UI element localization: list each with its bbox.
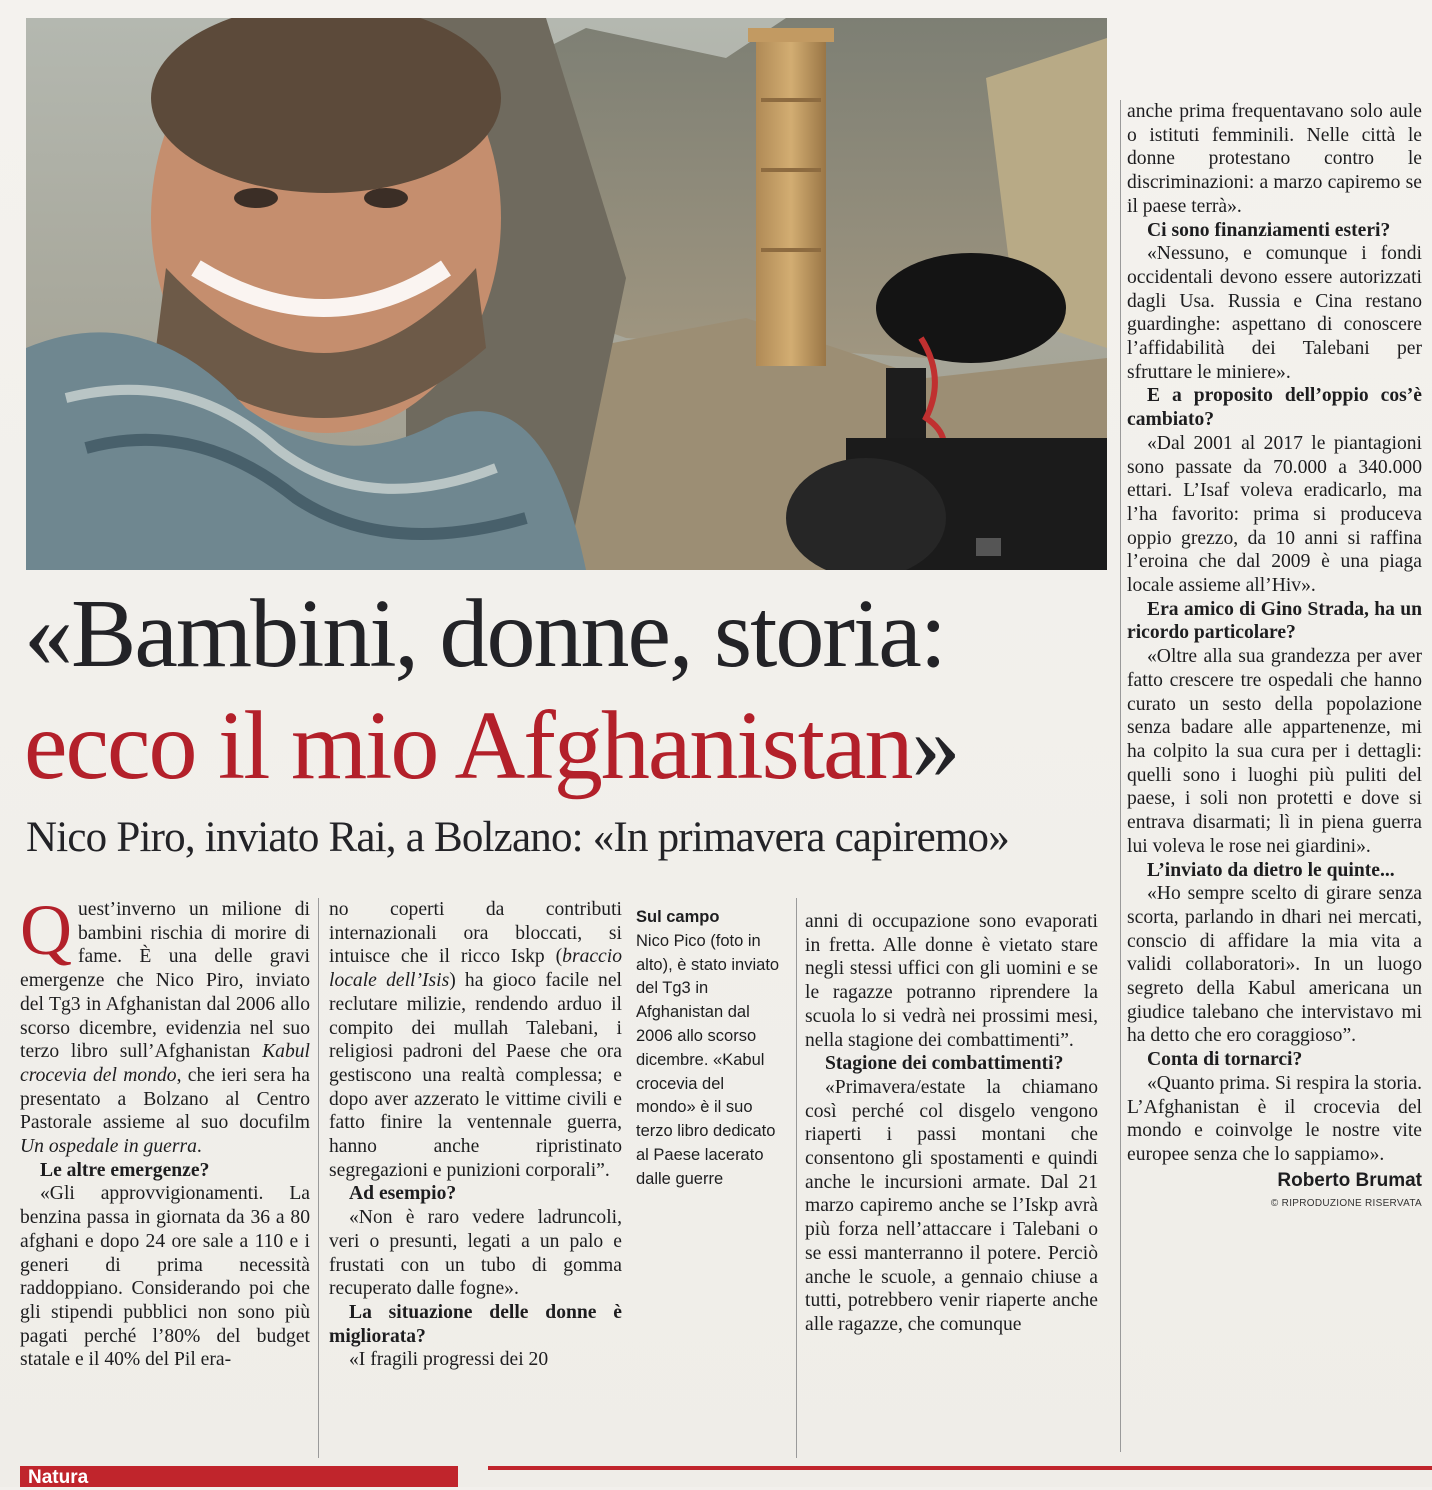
caption-text: Nico Pico (foto in alto), è stato inviato del Tg3 in Afghanistan dal 2006 allo scorso dicembre. «Kabul crocevia del mondo» è il suo terzo libro dedicato al Paese lacerato dalle guerre xyxy=(636,931,780,1188)
article-column-4 xyxy=(796,898,1098,1458)
question: Ad esempio? xyxy=(349,1183,457,1205)
article-column-1 xyxy=(20,890,310,1458)
answer: «Dal 2001 al 2017 le piantagioni sono passate da 70.000 a 340.000 ettari. L’Isaf voleva eradicarlo, ma l’ha favorito: prima si produceva oppio grezzo, da 10 anni si raffina l’eroina che dal 2009 è una piaga locale assieme all’Hiv». xyxy=(1127,432,1422,597)
question: L’inviato da dietro le quinte... xyxy=(1147,859,1395,881)
answer-continued: anche prima frequentavano solo aule o istituti femminili. Nelle città le donne protestano contro le discriminazioni: a marzo capiremo se il paese terrà». xyxy=(1127,101,1422,217)
question: Era amico di Gino Strada, ha un ricordo particolare? xyxy=(1127,598,1422,644)
question: Stagione dei combattimenti? xyxy=(825,1053,1064,1075)
answer: «Oltre alla sua grandezza per aver fatto crescere tre ospedali che hanno curato un sesto della popolazione senza badare alle appartenenze, mi ha colpito la sua cura per i dettagli: quelli sono i luoghi più puliti del paese, i soli non protetti e dove si entrava disarmati; lì in piena guerra lui voleva le rose nei giardini». xyxy=(1127,646,1422,857)
lead-paragraph: Quest’inverno un milione di bambini rischia di morire di fame. È una delle gravi emergenze che Nico Piro, inviato del Tg3 in Afghanistan dal 2006 allo scorso dicembre, evidenzia nel suo terzo libro sull’Afghanistan Kabul crocevia del mondo, che ieri sera ha presentato a Bolzano al Centro Pastorale assieme al suo docufilm Un ospedale in guerra. xyxy=(20,890,310,1158)
film-title: Un ospedale in guerra xyxy=(20,1136,197,1158)
headline-line2 xyxy=(24,694,1109,798)
answer: «I fragili progressi dei 20 xyxy=(349,1349,549,1371)
article-photo xyxy=(26,18,1107,570)
section-rule xyxy=(488,1466,1432,1470)
answer-continued: no coperti da contributi internazionali ora bloccati, si intuisce che il ricco Iskp (braccio locale dell’Isis) ha gioco facile nel reclutare milizie, rendendo arduo il compito dei mullah Talebani, i religiosi padroni del Paese che ora gestiscono una realtà complessa; e dopo aver azzerato le vittime civili e fatto finire la ventennale guerra, hanno anche ripristinato segregazioni e punizioni corporali”. xyxy=(329,899,622,1181)
answer-continued: anni di occupazione sono evaporati in fretta. Alle donne è vietato stare negli stessi uffici con gli uomini e se le ragazze potranno riprendere la scuola lo si vedrà nei prossimi mesi, nella stagione dei combattimenti”. xyxy=(805,911,1098,1051)
headline-subtitle: Nico Piro, inviato Rai, a Bolzano: «In primavera capiremo» xyxy=(26,814,1009,861)
photo-caption xyxy=(636,898,786,1458)
question: Conta di tornarci? xyxy=(1147,1049,1303,1071)
caption-title: Sul campo xyxy=(636,908,720,926)
answer: «Ho sempre scelto di girare senza scorta, parlando in dhari nei mercati, conscio di affidare la mia vita a validi collaboratori». In un luogo segreto della Kabul americana un giudice talebano che intervistavo mi ha detto che ero coraggioso”. xyxy=(1127,883,1422,1047)
section-tab-natura: Natura xyxy=(20,1466,458,1487)
answer: «Gli approvvigionamenti. La benzina passa in giornata da 36 a 80 afghani e dopo 24 ore sale a 110 e i generi di prima necessità raddoppiano. Considerando poi che gli stipendi pubblici non sono più pagati perché l’80% del budget statale e il 40% del Pil era- xyxy=(20,1183,310,1371)
headline-line2-red: ecco il mio Afghanistan xyxy=(24,692,912,800)
copyright-notice: © RIPRODUZIONE RISERVATA xyxy=(1270,1198,1422,1210)
author-signature: Roberto Brumat xyxy=(1277,1169,1422,1191)
headline-close-quote: » xyxy=(911,692,959,800)
answer: «Non è raro vedere ladruncoli, veri o presunti, legati a un palo e frustati con un tubo di gomma recuperato dalle fogne». xyxy=(329,1207,622,1300)
answer: «Primavera/estate la chiamano così perché col disgelo vengono riaperti i passi montani che consentono gli spostamenti e quindi anche le incursioni armate. Dal 21 marzo capiremo anche se l’Iskp avrà più forza nell’attaccare i Talebani o se essi manterranno il potere. Perciò anche le scuole, a gennaio chiuse a tutti, potrebbero venir riaperte anche alle ragazze, che comunque xyxy=(805,1076,1098,1335)
article-column-5 xyxy=(1120,100,1422,1452)
photo-illustration xyxy=(26,18,1107,570)
dropcap: Q xyxy=(20,890,72,970)
answer: «Nessuno, e comunque i fondi occidentali devono essere autorizzati dagli Usa. Russia e Cina restano guardinghe: aspettano di conoscere l’affidabilità dei Talebani per sfruttare le miniere». xyxy=(1127,243,1422,383)
question: La situazione delle donne è migliorata? xyxy=(329,1301,622,1347)
headline-line1: «Bambini, donne, storia: xyxy=(24,580,945,688)
book-title: Kabul crocevia del mondo xyxy=(20,1041,310,1086)
article-column-2 xyxy=(318,898,622,1458)
answer: «Quanto prima. Si respira la storia. L’Afghanistan è il crocevia del mondo e coinvolge le nostre vite europee senza che lo sappiamo». xyxy=(1127,1072,1422,1165)
question: Le altre emergenze? xyxy=(40,1159,210,1181)
question: E a proposito dell’oppio cos’è cambiato? xyxy=(1127,385,1422,431)
question: Ci sono finanziamenti esteri? xyxy=(1147,219,1391,241)
